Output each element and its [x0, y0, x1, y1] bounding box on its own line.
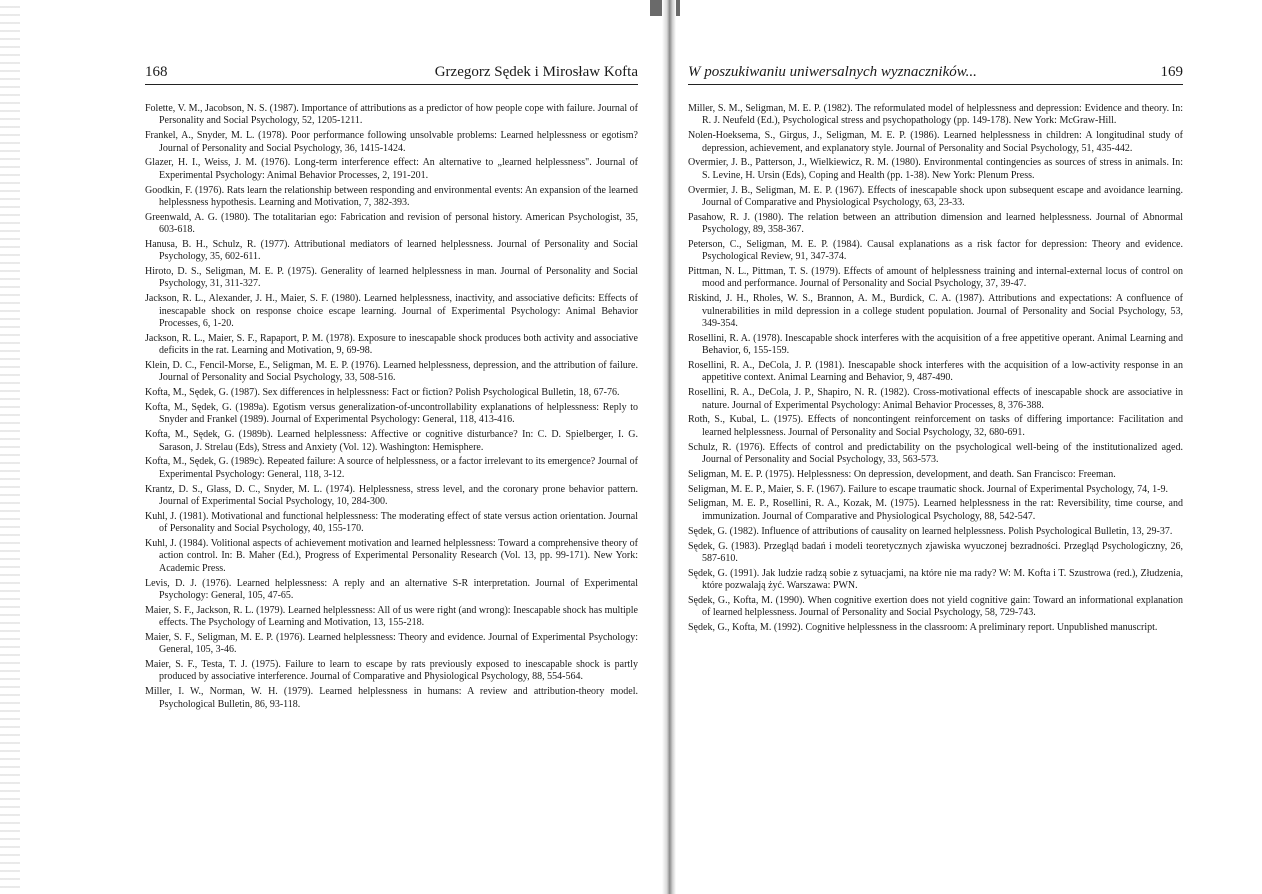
reference-entry: Kofta, M., Sędek, G. (1989a). Egotism versus generalization-of-uncontrollability explanations of helplessness: Reply to Snyder and Frankel (1989). Journal of Experimental Psychology: General, 118, 413-416. — [145, 402, 638, 426]
reference-entry: Rosellini, R. A., DeCola, J. P., Shapiro, N. R. (1982). Cross-motivational effects of inescapable shock are associative in nature. Journal of Experimental Psychology: Animal Behavior Processes, 8, 376-388. — [688, 387, 1183, 411]
reference-entry: Sędek, G., Kofta, M. (1992). Cognitive helplessness in the classroom: A preliminary report. Unpublished manuscript. — [688, 622, 1158, 634]
reference-entry: Kuhl, J. (1984). Volitional aspects of achievement motivation and learned helplessness: Toward a comprehensive theory of action control. In: B. Maher (Ed.), Progress of Experimental Personality Research (Vol. 13, pp. 99-171). New York: Academic Press. — [145, 538, 638, 574]
left-reference-list — [145, 103, 638, 713]
reference-entry: Pasahow, R. J. (1980). The relation between an attribution dimension and learned helplessness. Journal of Abnormal Psychology, 89, 358-367. — [688, 211, 1183, 236]
reference-entry: Overmier, J. B., Patterson, J., Wielkiewicz, R. M. (1980). Environmental contingencies as sources of stress in animals. In: S. Levine, H. Ursin (Eds), Coping and Health (pp. 1-38). New York: Plenum Press. — [688, 157, 1183, 181]
reference-entry: Krantz, D. S., Glass, D. C., Snyder, M. L. (1974). Helplessness, stress level, and the coronary prone behavior pattern. Journal of Experimental Social Psychology, 10, 284-300. — [145, 483, 638, 507]
reference-entry: Maier, S. F., Testa, T. J. (1975). Failure to learn to escape by rats previously exposed to inescapable shock is partly produced by associative interference. Journal of Comparative and Physiological Psychology, 88, 554-564. — [145, 659, 638, 683]
reference-entry: Maier, S. F., Jackson, R. L. (1979). Learned helplessness: All of us were right (and wrong): Inescapable shock has multiple effects. The Psychology of Learning and Motivation, 13, 155-218. — [145, 604, 638, 629]
reference-entry: Sędek, G. (1982). Influence of attributions of causality on learned helplessness. Polish Psychological Bulletin, 13, 29-37. — [688, 525, 1173, 537]
book-spine — [662, 0, 676, 894]
left-running-title: Grzegorz Sędek i Mirosław Kofta — [434, 64, 638, 80]
reference-entry: Peterson, C., Seligman, M. E. P. (1984). Causal explanations as a risk factor for depression: Theory and evidence. Psychological Review, 91, 347-374. — [688, 238, 1183, 263]
right-page — [688, 0, 1183, 894]
reference-entry: Jackson, R. L., Maier, S. F., Rapaport, P. M. (1978). Exposure to inescapable shock produces both activity and associative deficits in the rat. Learning and Motivation, 9, 69-98. — [145, 332, 638, 357]
reference-entry: Riskind, J. H., Rholes, W. S., Brannon, A. M., Burdick, C. A. (1987). Attributions and expectations: A confluence of vulnerabilities in mild depression in a college student population. Journal of Personality and Social Psychology, 53, 349-354. — [688, 293, 1183, 329]
reference-entry: Miller, I. W., Norman, W. H. (1979). Learned helplessness in humans: A review and attribution-theory model. Psychological Bulletin, 86, 93-118. — [145, 686, 638, 710]
reference-entry: Kofta, M., Sędek, G. (1987). Sex differences in helplessness: Fact or fiction? Polish Psychological Bulletin, 18, 67-76. — [145, 387, 620, 399]
reference-entry: Klein, D. C., Fencil-Morse, E., Seligman, M. E. P. (1976). Learned helplessness, depression, and the attribution of failure. Journal of Personality and Social Psychology, 33, 508-516. — [145, 360, 638, 384]
reference-entry: Nolen-Hoeksema, S., Girgus, J., Seligman, M. E. P. (1986). Learned helplessness in children: A longitudinal study of depression, achievement, and explanatory style. Journal of Personality and Social Psychology, 51, 435-442. — [688, 130, 1183, 154]
right-page-number: 169 — [1160, 64, 1183, 80]
reference-entry: Frankel, A., Snyder, M. L. (1978). Poor performance following unsolvable problems: Learned helplessness or egotism? Journal of Personality and Social Psychology, 36, 1415-1424. — [145, 130, 638, 154]
reference-entry: Sędek, G. (1991). Jak ludzie radzą sobie z sytuacjami, na które nie ma rady? W: M. Kofta i T. Szustrowa (red.), Złudzenia, które pozwalają żyć. Warszawa: PWN. — [688, 567, 1183, 592]
reference-entry: Pittman, N. L., Pittman, T. S. (1979). Effects of amount of helplessness training and internal-external locus of control on mood and performance. Journal of Personality and Social Psychology, 37, 39-47. — [688, 266, 1183, 290]
reference-entry: Miller, S. M., Seligman, M. E. P. (1982). The reformulated model of helplessness and depression: Evidence and theory. In: R. J. Neufeld (Ed.), Psychological stress and psychopathology (pp. 149-178). New York: McGraw-Hill. — [688, 103, 1183, 127]
reference-entry: Rosellini, R. A., DeCola, J. P. (1981). Inescapable shock interferes with the acquisition of a low-activity response in an appetitive context. Animal Learning and Behavior, 9, 487-490. — [688, 360, 1183, 384]
reference-entry: Folette, V. M., Jacobson, N. S. (1987). Importance of attributions as a predictor of how people cope with failure. Journal of Personality and Social Psychology, 52, 1205-1211. — [145, 103, 638, 127]
left-page — [145, 0, 638, 894]
reference-entry: Goodkin, F. (1976). Rats learn the relationship between responding and environmental events: An expansion of the learned helplessness hypothesis. Learning and Motivation, 7, 382-393. — [145, 184, 638, 208]
reference-entry: Maier, S. F., Seligman, M. E. P. (1976). Learned helplessness: Theory and evidence. Journal of Experimental Psychology: General, 105, 3-46. — [145, 631, 638, 656]
reference-entry: Kofta, M., Sędek, G. (1989c). Repeated failure: A source of helplessness, or a factor irrelevant to its emergence? Journal of Experimental Psychology: General, 118, 3-12. — [145, 456, 638, 480]
reference-entry: Sędek, G. (1983). Przegląd badań i modeli teoretycznych zjawiska wyuczonej bezradności. Przegląd Psychologiczny, 26, 587-610. — [688, 540, 1183, 564]
reference-entry: Seligman, M. E. P., Maier, S. F. (1967). Failure to escape traumatic shock. Journal of Experimental Psychology, 74, 1-9. — [688, 483, 1169, 495]
reference-entry: Greenwald, A. G. (1980). The totalitarian ego: Fabrication and revision of personal history. American Psychologist, 35, 603-618. — [145, 211, 638, 236]
left-page-number: 168 — [145, 64, 168, 80]
right-page-header — [688, 62, 1183, 85]
reference-entry: Jackson, R. L., Alexander, J. H., Maier, S. F. (1980). Learned helplessness, inactivity, and associative deficits: Effects of inescapable shock on response choice escape learning. Journal of Experimental Psychology: Animal Behavior Processes, 6, 1-20. — [145, 293, 638, 329]
reference-entry: Schulz, R. (1976). Effects of control and predictability on the psychological well-being of the institutionalized aged. Journal of Personality and Social Psychology, 33, 563-573. — [688, 441, 1183, 465]
reference-entry: Overmier, J. B., Seligman, M. E. P. (1967). Effects of inescapable shock upon subsequent escape and avoidance learning. Journal of Comparative and Physiological Psychology, 63, 23-33. — [688, 184, 1183, 208]
reference-entry: Roth, S., Kubal, L. (1975). Effects of noncontingent reinforcement on tasks of differing importance: Facilitation and learned helplessness. Journal of Personality and Social Psychology, 32, 680-691. — [688, 414, 1183, 438]
reference-entry: Hanusa, B. H., Schulz, R. (1977). Attributional mediators of learned helplessness. Journal of Personality and Social Psychology, 35, 602-611. — [145, 238, 638, 263]
reference-entry: Levis, D. J. (1976). Learned helplessness: A reply and an alternative S-R interpretation. Journal of Experimental Psychology: General, 105, 47-65. — [145, 577, 638, 601]
reference-entry: Hiroto, D. S., Seligman, M. E. P. (1975). Generality of learned helplessness in man. Journal of Personality and Social Psychology, 31, 311-327. — [145, 266, 638, 290]
left-page-header — [145, 62, 638, 85]
right-reference-list — [688, 103, 1183, 637]
reference-entry: Kofta, M., Sędek, G. (1989b). Learned helplessness: Affective or cognitive disturbance? In: C. D. Spielberger, I. G. Sarason, J. Strelau (Eds), Stress and Anxiety (Vol. 12). Washington: Hemisphere. — [145, 429, 638, 453]
scan-left-edge — [0, 0, 20, 894]
reference-entry: Sędek, G., Kofta, M. (1990). When cognitive exertion does not yield cognitive gain: Toward an informational explanation of learned helplessness. Journal of Personality and Social Psychology, 58, 729-743. — [688, 594, 1183, 619]
right-running-title: W poszukiwaniu uniwersalnych wyznaczników... — [688, 64, 977, 80]
reference-entry: Rosellini, R. A. (1978). Inescapable shock interferes with the acquisition of a free appetitive operant. Animal Learning and Behavior, 6, 155-159. — [688, 332, 1183, 357]
reference-entry: Seligman, M. E. P. (1975). Helplessness: On depression, development, and death. San Francisco: Freeman. — [688, 468, 1116, 480]
reference-entry: Glazer, H. I., Weiss, J. M. (1976). Long-term interference effect: An alternative to „learned helplessness". Journal of Experimental Psychology: Animal Behavior Processes, 2, 191-201. — [145, 157, 638, 181]
reference-entry: Kuhl, J. (1981). Motivational and functional helplessness: The moderating effect of state versus action orientation. Journal of Personality and Social Psychology, 40, 155-170. — [145, 510, 638, 535]
reference-entry: Seligman, M. E. P., Rosellini, R. A., Kozak, M. (1975). Learned helplessness in the rat: Reversibility, time course, and immunization. Journal of Comparative and Physiological Psychology, 88, 542-547. — [688, 498, 1183, 522]
